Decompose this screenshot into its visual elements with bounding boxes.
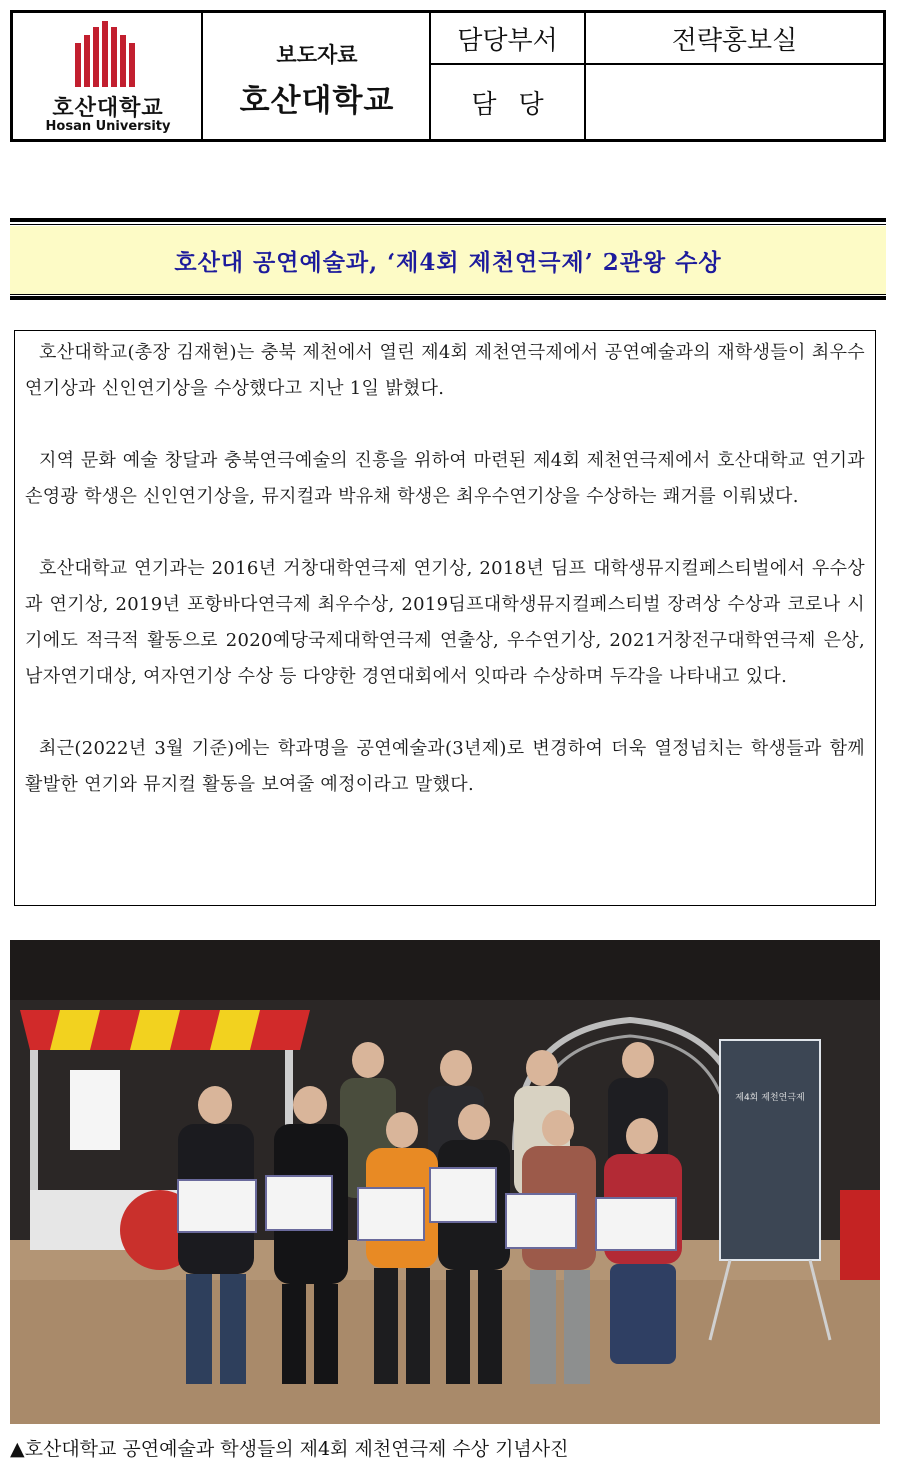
release-university: 호산대학교 (239, 83, 395, 119)
staff-label-cell (431, 65, 586, 139)
logo-name-ko: 호산대학교 (52, 96, 164, 121)
poster-title: 제4회 제천연극제 (735, 1093, 805, 1103)
release-cell (203, 13, 431, 139)
headline-rule-bottom-thin (10, 294, 886, 295)
paragraph: 호산대학교(총장 김재현)는 충북 제천에서 열린 제4회 제천연극제에서 공연예술과의 재학생들이 최우수연기상과 신인연기상을 수상했다고 지난 1일 밝혔다. (25, 342, 865, 399)
university-logo-icon (73, 21, 143, 87)
paragraph: 지역 문화 예술 창달과 충북연극예술의 진흥을 위하여 마련된 제4회 제천연극제에서 호산대학교 연기과 손영광 학생은 신인연기상을, 뮤지컬과 박유채 학생은 최우수연기상을 수상하는 쾌거를 이뤄냈다. (25, 450, 865, 507)
staff-label: 담당 (471, 89, 566, 120)
dept-label: 담당부서 (431, 13, 586, 65)
release-label: 보도자료 (276, 43, 358, 67)
logo-name-en: Hosan University (45, 119, 171, 134)
header-table (10, 10, 886, 142)
photo-illustration (10, 940, 880, 1424)
dept-value: 전략홍보실 (586, 13, 883, 65)
headline-rule-top (10, 218, 886, 222)
paragraph: 호산대학교 연기과는 2016년 거창대학연극제 연기상, 2018년 딤프 대학생뮤지컬페스티벌에서 우수상과 연기상, 2019년 포항바다연극제 최우수상, 2019딤프대학생뮤지컬페스티벌 장려상 수상과 코로나 시기에도 적극적 활동으로 2020예당국제대학연극제 연출상, 우수연기상, 2021거창전구대학연극제 은상, 남자연기대상, 여자연기상 수상 등 다양한 경연대회에서 잇따라 수상하며 두각을 나타내고 있다. (25, 558, 865, 687)
staff-value (586, 65, 883, 139)
headline-band (10, 226, 886, 294)
photo-caption: ▲호산대학교 공연예술과 학생들의 제4회 제천연극제 수상 기념사진 (10, 1438, 569, 1460)
logo-cell (13, 13, 203, 139)
headline-rule-bottom (10, 296, 886, 300)
award-photo (10, 940, 880, 1424)
paragraph: 최근(2022년 3월 기준)에는 학과명을 공연예술과(3년제)로 변경하여 더욱 열정넘치는 학생들과 함께 활발한 연기와 뮤지컬 활동을 보여줄 예정이라고 말했다. (25, 738, 865, 795)
headline-rule-top-thin (10, 224, 886, 225)
article-body (14, 330, 876, 906)
headline: 호산대 공연예술과, ‘제4회 제천연극제’ 2관왕 수상 (174, 248, 722, 276)
